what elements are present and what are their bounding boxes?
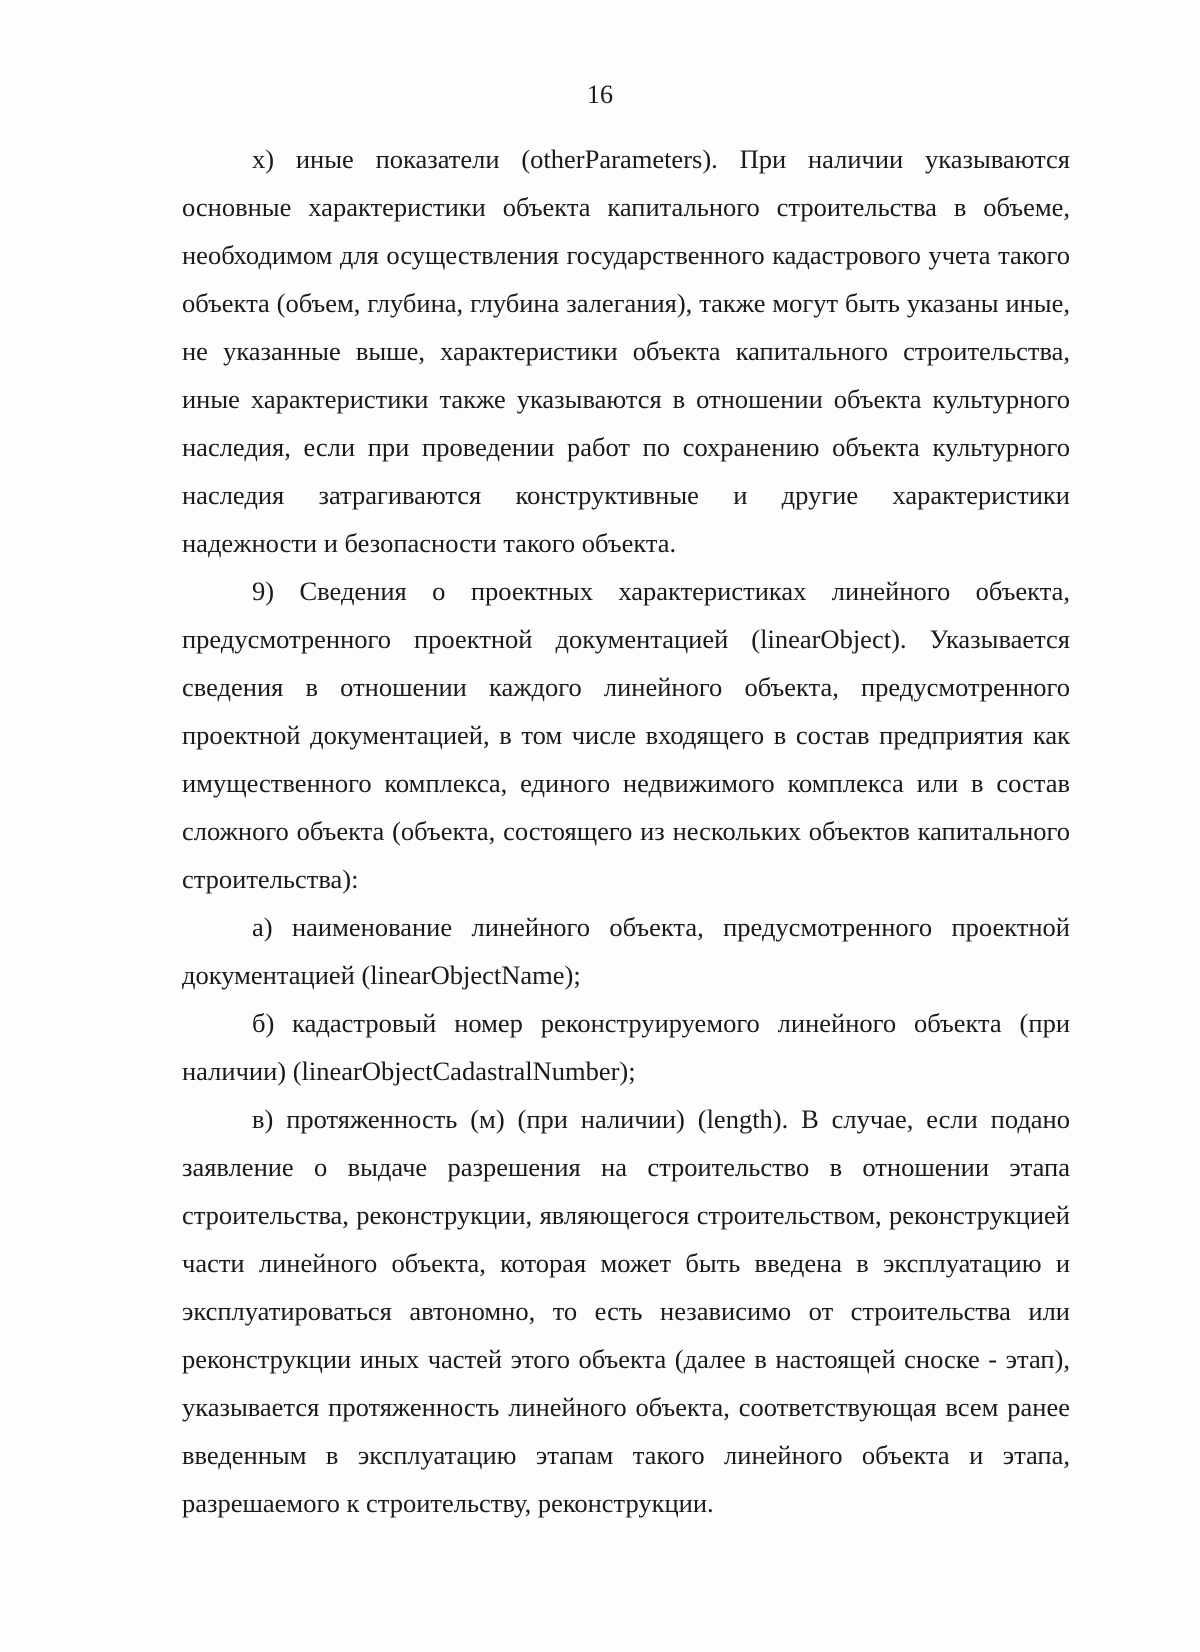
paragraph-other-parameters: х) иные показатели (otherParameters). При наличии указываются основные характеристики объекта капитального строительства в объеме, необходимом для осуществления государственного кадастрового учета такого объекта (объем, глубина, глубина залегания), также могут быть указаны иные, не указанные выше, характеристики объекта капитального строительства, иные характеристики также указываются в отношении объекта культурного наследия, если при проведении работ по сохранению объекта культурного наследия затрагиваются конструктивные и другие характеристики надежности и безопасности такого объекта.	[182, 144, 1070, 558]
paragraph-linear-object-name: а) наименование линейного объекта, предусмотренного проектной документацией (linearObjectName);	[182, 912, 1070, 990]
page-number: 16	[587, 80, 613, 109]
paragraph-linear-object: 9) Сведения о проектных характеристиках линейного объекта, предусмотренного проектной документацией (linearObject). Указывается сведения в отношении каждого линейного объекта, предусмотренного проектной документацией, в том числе входящего в состав предприятия как имущественного комплекса, единого недвижимого комплекса или в состав сложного объекта (объекта, состоящего из нескольких объектов капитального строительства):	[182, 576, 1070, 894]
paragraph-length: в) протяженность (м) (при наличии) (length). В случае, если подано заявление о выдаче разрешения на строительство в отношении этапа строительства, реконструкции, являющегося строительством, реконструкцией части линейного объекта, которая может быть введена в эксплуатацию и эксплуатироваться автономно, то есть независимо от строительства или реконструкции иных частей этого объекта (далее в настоящей сноске - этап), указывается протяженность линейного объекта, соответствующая всем ранее введенным в эксплуатацию этапам такого линейного объекта и этапа, разрешаемого к строительству, реконструкции.	[182, 1104, 1070, 1518]
document-body	[182, 135, 1070, 1527]
paragraph-cadastral-number: б) кадастровый номер реконструируемого линейного объекта (при наличии) (linearObjectCadastralNumber);	[182, 1008, 1070, 1086]
